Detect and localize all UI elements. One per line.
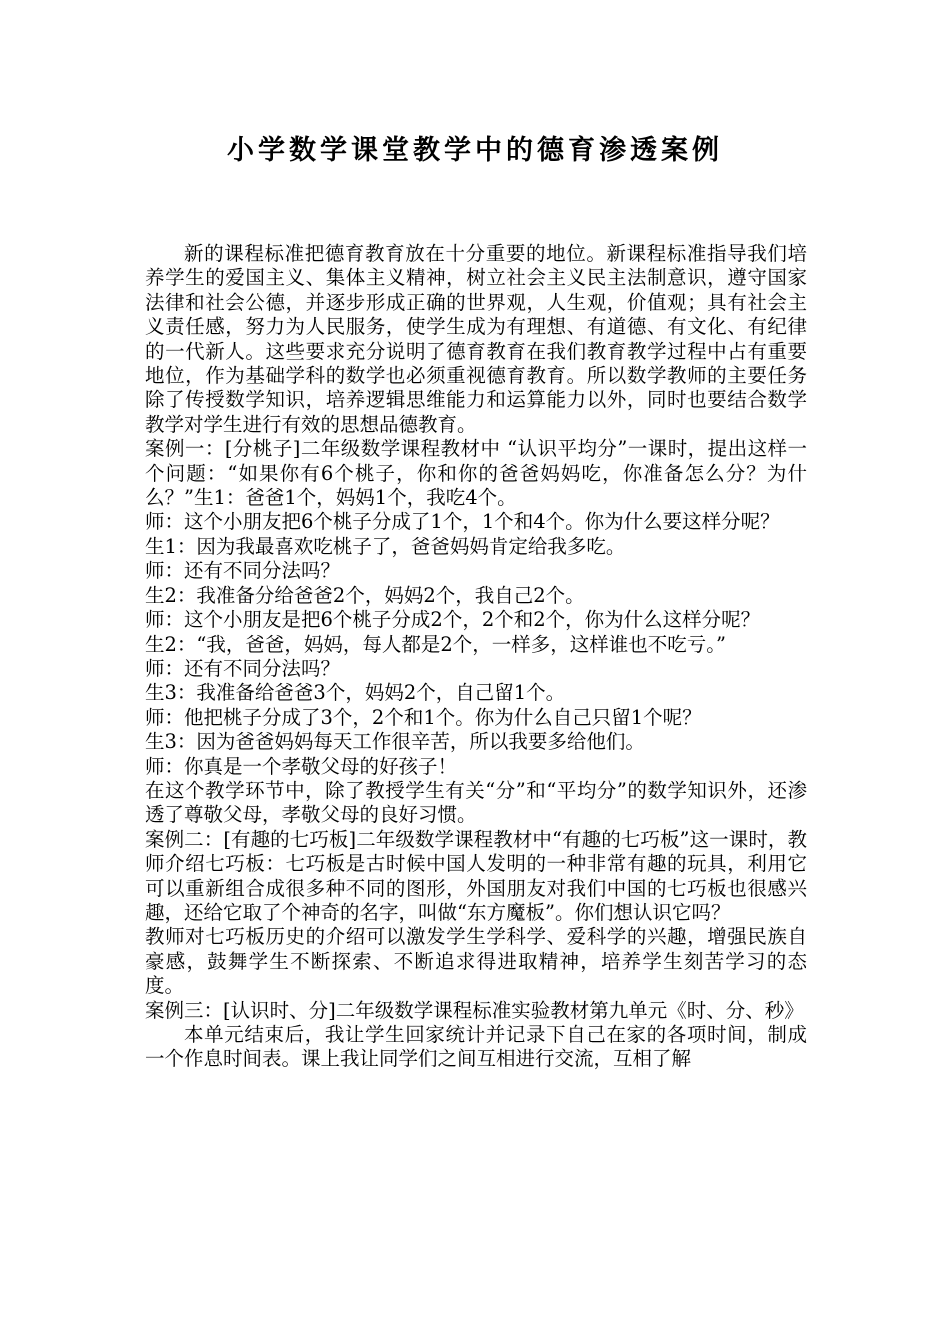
- document-body: [145, 242, 807, 1072]
- body-paragraph: 师：还有不同分法吗？: [145, 559, 341, 583]
- body-paragraph: 师：他把桃子分成了3个，2个和1个。你为什么自己只留1个呢？: [145, 705, 702, 729]
- body-paragraph: 师：还有不同分法吗？: [145, 656, 341, 680]
- body-paragraph: 在这个教学环节中，除了教授学生有关“分”和“平均分”的数学知识外，还渗透了尊敬父母，孝敬父母的良好习惯。: [145, 778, 807, 827]
- body-paragraph: 师：你真是一个孝敬父母的好孩子！: [145, 754, 458, 778]
- body-paragraph: 生2：“我，爸爸，妈妈，每人都是2个，一样多，这样谁也不吃亏。”: [145, 632, 727, 656]
- body-paragraph: 新的课程标准把德育教育放在十分重要的地位。新课程标准指导我们培养学生的爱国主义、集体主义精神，树立社会主义民主法制意识，遵守国家法律和社会公德，并逐步形成正确的世界观，人生观，价值观；具有社会主义责任感，努力为人民服务，使学生成为有理想、有道德、有文化、有纪律的一代新人。这些要求充分说明了德育教育在我们教育教学过程中占有重要地位，作为基础学科的数学也必须重视德育教育。所以数学教师的主要任务除了传授数学知识，培养逻辑思维能力和运算能力以外，同时也要结合数学教学对学生进行有效的思想品德教育。: [145, 242, 807, 436]
- body-paragraph: 本单元结束后，我让学生回家统计并记录下自己在家的各项时间，制成一个作息时间表。课上我让同学们之间互相进行交流，互相了解: [145, 1023, 807, 1071]
- body-paragraph: 案例一：[分桃子]二年级数学课程教材中 “认识平均分”一课时，提出这样一个问题：“如果你有6个桃子，你和你的爸爸妈妈吃，你准备怎么分？为什么？”生1：爸爸1个，妈妈1个，我吃4个。: [145, 437, 807, 510]
- body-paragraph: 案例三：[认识时、分]二年级数学课程标准实验教材第九单元《时、分、秒》: [145, 998, 804, 1022]
- body-paragraph: 案例二：[有趣的七巧板]二年级数学课程教材中“有趣的七巧板”这一课时，教师介绍七巧板：七巧板是古时候中国人发明的一种非常有趣的玩具，利用它可以重新组合成很多种不同的图形，外国朋友对我们中国的七巧板也很感兴趣，还给它取了个神奇的名字，叫做“东方魔板”。你们想认识它吗？: [145, 827, 807, 924]
- body-paragraph: 生2：我准备分给爸爸2个，妈妈2个，我自己2个。: [145, 583, 585, 607]
- body-paragraph: 生3：我准备给爸爸3个，妈妈2个，自己留1个。: [145, 681, 566, 705]
- body-paragraph: 生3：因为爸爸妈妈每天工作很辛苦，所以我要多给他们。: [145, 730, 645, 754]
- body-paragraph: 师：这个小朋友把6个桃子分成了1个，1个和4个。你为什么要这样分呢？: [145, 510, 780, 534]
- document-title: 小学数学课堂教学中的德育渗透案例: [227, 135, 723, 166]
- body-paragraph: 教师对七巧板历史的介绍可以激发学生学科学、爱科学的兴趣，增强民族自豪感，鼓舞学生不断探索、不断追求得进取精神，培养学生刻苦学习的态度。: [145, 925, 807, 998]
- body-paragraph: 生1：因为我最喜欢吃桃子了，爸爸妈妈肯定给我多吃。: [145, 534, 626, 558]
- body-paragraph: 师：这个小朋友是把6个桃子分成2个，2个和2个，你为什么这样分呢？: [145, 608, 761, 632]
